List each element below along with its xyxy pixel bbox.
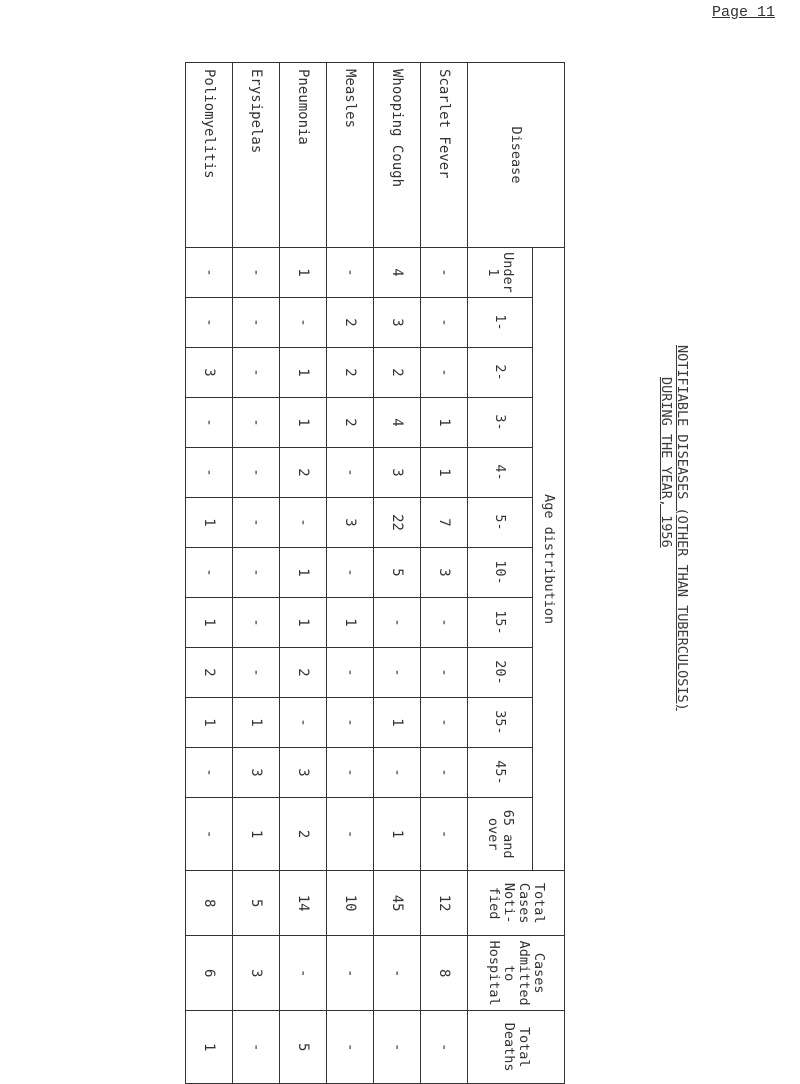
age-count-cell: 1 [233,698,280,748]
admitted-cell: - [327,936,374,1011]
age-col-under-1: Under 1 [468,248,533,298]
table-row [327,63,374,1084]
age-col-1: 1- [468,298,533,348]
age-count-cell: 4 [374,248,421,298]
age-count-cell: 3 [327,498,374,548]
age-count-cell: - [280,498,327,548]
age-col-20: 20- [468,648,533,698]
age-count-cell: - [421,298,468,348]
age-count-cell: - [233,348,280,398]
table-row [374,63,421,1084]
age-count-cell: - [421,348,468,398]
deaths-cell: 5 [280,1011,327,1084]
age-count-cell: - [233,398,280,448]
age-count-cell: - [233,548,280,598]
age-count-cell: 3 [374,448,421,498]
age-count-cell: - [186,248,233,298]
age-count-cell: 2 [374,348,421,398]
admitted-cell: - [374,936,421,1011]
disease-name: Pneumonia [280,63,327,248]
total-cell: 5 [233,871,280,936]
age-col-35: 35- [468,698,533,748]
age-count-cell: 1 [280,248,327,298]
disease-name: Scarlet Fever [421,63,468,248]
total-cell: 45 [374,871,421,936]
admitted-cell: 8 [421,936,468,1011]
age-count-cell: 1 [186,598,233,648]
age-col-10: 10- [468,548,533,598]
total-cell: 14 [280,871,327,936]
age-count-cell: 1 [421,448,468,498]
table-row [233,63,280,1084]
age-count-cell: - [186,398,233,448]
age-count-cell: 1 [280,348,327,398]
age-count-cell: - [374,648,421,698]
age-distribution-header: Age distribution [533,248,565,871]
disease-name: Measles [327,63,374,248]
deaths-cell: 1 [186,1011,233,1084]
age-count-cell: - [421,798,468,871]
age-count-cell: - [421,598,468,648]
age-col-2: 2- [468,348,533,398]
age-count-cell: 1 [421,398,468,448]
deaths-header: Total Deaths [468,1011,565,1084]
total-notified-header: Total Cases Noti- fied [468,871,565,936]
age-count-cell: 2 [280,648,327,698]
admitted-cell: 3 [233,936,280,1011]
age-count-cell: - [327,448,374,498]
age-col-4: 4- [468,448,533,498]
age-count-cell: 2 [280,448,327,498]
age-count-cell: - [327,548,374,598]
age-count-cell: - [421,748,468,798]
age-count-cell: 2 [327,298,374,348]
notifiable-diseases-table [185,62,565,1084]
disease-name: Poliomyelitis [186,63,233,248]
age-count-cell: 1 [280,598,327,648]
age-count-cell: 2 [280,798,327,871]
age-count-cell: - [280,698,327,748]
table-row [280,63,327,1084]
age-count-cell: 2 [327,398,374,448]
age-count-cell: 22 [374,498,421,548]
page-number: Page 11 [712,4,776,21]
age-col-15: 15- [468,598,533,648]
age-count-cell: 1 [280,398,327,448]
age-count-cell: 2 [327,348,374,398]
admitted-header: Cases Admitted to Hospital [468,936,565,1011]
age-count-cell: - [233,298,280,348]
age-count-cell: - [327,798,374,871]
admitted-cell: 6 [186,936,233,1011]
age-count-cell: 1 [374,698,421,748]
age-count-cell: 3 [421,548,468,598]
notifiable-diseases-table-wrapper [185,62,565,1072]
table-row [186,63,233,1084]
age-count-cell: - [186,748,233,798]
age-col-5: 5- [468,498,533,548]
age-col-3: 3- [468,398,533,448]
age-count-cell: 1 [186,498,233,548]
age-count-cell: - [327,698,374,748]
age-count-cell: 1 [280,548,327,598]
age-count-cell: 1 [233,798,280,871]
age-count-cell: - [374,598,421,648]
age-count-cell: 3 [186,348,233,398]
deaths-cell: - [327,1011,374,1084]
age-count-cell: 4 [374,398,421,448]
age-count-cell: - [327,648,374,698]
age-count-cell: - [421,648,468,698]
age-count-cell: 1 [186,698,233,748]
age-count-cell: - [186,798,233,871]
age-count-cell: - [233,498,280,548]
age-count-cell: - [186,548,233,598]
age-count-cell: 7 [421,498,468,548]
age-count-cell: 2 [186,648,233,698]
total-cell: 10 [327,871,374,936]
total-cell: 8 [186,871,233,936]
age-count-cell: - [374,748,421,798]
age-count-cell: - [233,448,280,498]
disease-header: Disease [468,63,565,248]
age-count-cell: 3 [374,298,421,348]
deaths-cell: - [233,1011,280,1084]
title-line-2: DURING THE YEAR, 1956 [658,377,674,548]
age-count-cell: - [421,248,468,298]
age-count-cell: 3 [280,748,327,798]
age-count-cell: - [233,598,280,648]
table-row [421,63,468,1084]
page-title [620,345,690,711]
age-count-cell: - [280,298,327,348]
disease-name: Whooping Cough [374,63,421,248]
deaths-cell: - [374,1011,421,1084]
admitted-cell: - [280,936,327,1011]
age-count-cell: - [233,248,280,298]
age-count-cell: - [186,448,233,498]
age-count-cell: - [327,748,374,798]
age-col-45: 45- [468,748,533,798]
age-count-cell: 3 [233,748,280,798]
age-count-cell: - [327,248,374,298]
age-col-65-over: 65 and over [468,798,533,871]
deaths-cell: - [421,1011,468,1084]
age-count-cell: 5 [374,548,421,598]
title-line-1: NOTIFIABLE DISEASES (OTHER THAN TUBERCULOSIS) [674,345,690,711]
age-count-cell: 1 [374,798,421,871]
disease-name: Erysipelas [233,63,280,248]
age-count-cell: - [233,648,280,698]
age-count-cell: - [186,298,233,348]
total-cell: 12 [421,871,468,936]
age-count-cell: - [421,698,468,748]
age-count-cell: 1 [327,598,374,648]
